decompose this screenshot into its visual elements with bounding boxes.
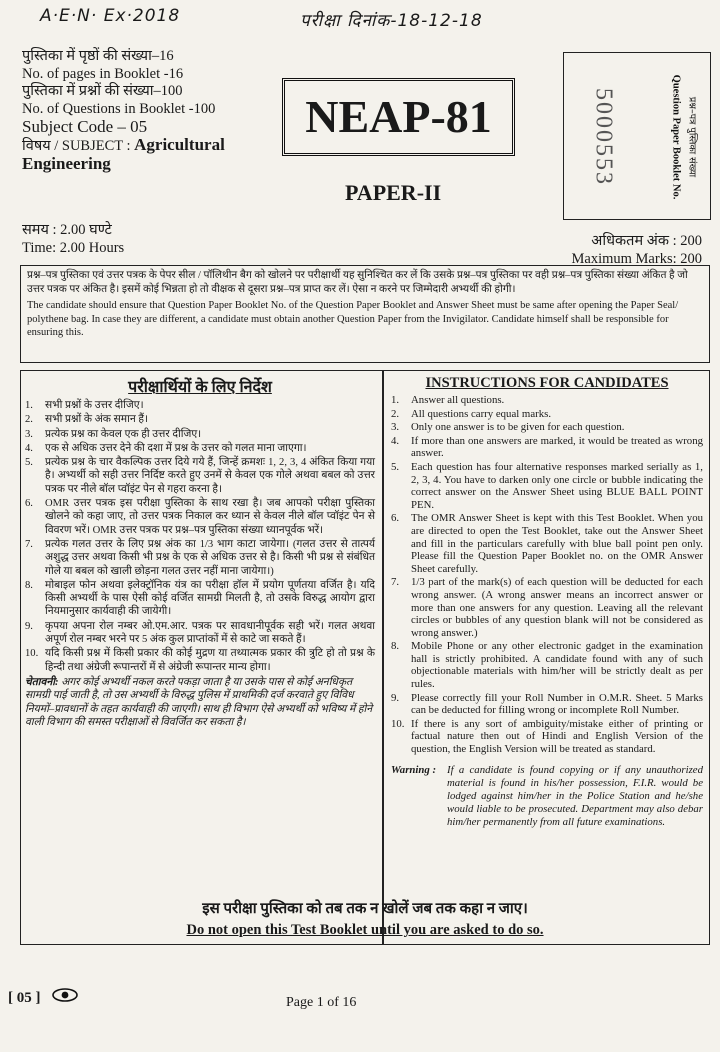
instruction-hindi-item-2 (25, 413, 375, 426)
booklet-number-box (563, 52, 711, 220)
subject-code: Subject Code – 05 (22, 117, 148, 136)
instruction-hindi-item-9 (25, 620, 375, 647)
questions-hindi: पुस्तिका में प्रश्नों की संख्या–100 (22, 83, 183, 99)
questions-english: No. of Questions in Booklet -100 (22, 100, 216, 117)
instruction-number: 6. (391, 512, 400, 525)
instruction-number: 9. (25, 620, 33, 632)
instruction-text: OMR उत्तर पत्रक इस परीक्षा पुस्तिका के साथ रखा है। जब आपको परीक्षा पुस्तिका खोलने को कहा जाए, तो उत्तर पत्रक निकाल कर ध्यान से केवल नीले बॉल प्वॉइंट पेन से विवरण भरें। OMR उत्तर पत्रक पर प्रश्न–पत्र पुस्तिका संख्या ध्यानपूर्वक भरें। (45, 498, 375, 536)
pages-english: No. of pages in Booklet -16 (22, 65, 184, 82)
instructions-english-heading: INSTRUCTIONS FOR CANDIDATES (425, 375, 669, 391)
instruction-number: 2. (391, 407, 400, 420)
pages-hindi: पुस्तिका में पृष्ठों की संख्या–16 (22, 48, 174, 64)
instruction-text: Answer all questions. (411, 394, 505, 406)
instruction-text: सभी प्रश्नों के उत्तर दीजिए। (45, 400, 144, 411)
instruction-text: प्रत्येक गलत उत्तर के लिए प्रश्न अंक का 1/3 भाग काटा जायेगा। (गलत उत्तर से तात्पर्य अशुद्ध उत्तर अथवा किसी भी प्रश्न के एक से अधिक उत्तर से है। किसी भी प्रश्न से संबंधित गोले या बबल को खाली छोड़ना गलत उत्तर नहीं माना जायेगा।) (45, 538, 375, 577)
time-hindi: समय : 2.00 घण्टे (22, 222, 112, 238)
instruction-text: प्रत्येक प्रश्न का केवल एक ही उत्तर दीजिए। (45, 428, 202, 440)
instruction-text: Only one answer is to be given for each question. (411, 421, 625, 434)
instruction-number: 1. (391, 394, 400, 406)
instruction-text: प्रत्येक प्रश्न के चार वैकल्पिक उत्तर दिये गये हैं, जिन्हें क्रमशः 1, 2, 3, 4 अंकित किया गया है। अभ्यर्थी को सही उत्तर निर्दिष्ट करते हुए उनमें से केवल एक गोले अथवा बबल को उत्तर पत्रक पर नीले बॉल प्वॉइंट पेन से गहरा करना है। (45, 457, 375, 495)
subject-name-line2: Engineering (22, 154, 111, 173)
max-marks-english: Maximum Marks: 200 (571, 251, 702, 267)
instruction-text: If there is any sort of ambiguity/mistake either of printing or factual nature then out of Hindi and English Version of the question, the English Version will be treated as standard. (411, 717, 703, 756)
instruction-hindi-item-4 (25, 442, 375, 455)
instruction-number: 3. (391, 421, 400, 434)
instruction-number: 2. (25, 414, 33, 426)
instruction-hindi-item-8 (25, 579, 375, 619)
instruction-english-item-3 (391, 421, 703, 434)
booklet-check-notice (20, 265, 710, 363)
notice-english: The candidate should ensure that Question Paper Booklet No. of the Question Paper Booklet and Answer Sheet must be same after opening the Paper Seal/ polythene bag. In case they are different, a candidate must obtain another Question Paper from the Invigilator. Candidate himself shall be responsible for ensuring this. (27, 300, 679, 338)
instruction-number: 6. (25, 498, 33, 510)
paper-number: PAPER-II (345, 180, 442, 205)
subject-code-bracket: [ 05 ] (8, 990, 41, 1006)
svg-text:प्रश्न–पत्र पुस्तिका संख्या: प्रश्न–पत्र पुस्तिका संख्या (686, 96, 698, 178)
instruction-number: 4. (25, 442, 33, 454)
instruction-english-item-7 (391, 576, 703, 639)
warning-english-label: Warning : (391, 763, 437, 776)
instruction-text: All questions carry equal marks. (411, 407, 552, 420)
instructions-english-list (391, 394, 703, 756)
max-marks-hindi: अधिकतम अंक : 200 (591, 233, 702, 249)
instruction-text: Each question has four alternative responses marked serially as 1, 2, 3, 4. You have to darken only one circle or bubble indicating the correct answer on the Answer Sheet using BLUE BALL POINT PEN. (411, 460, 703, 511)
handwritten-exam-code: A·E·N· Ex·2018 (40, 6, 181, 26)
eye-icon (52, 988, 78, 1002)
instruction-number: 8. (25, 579, 33, 591)
instruction-hindi-item-5 (25, 456, 375, 496)
booklet-info (22, 48, 262, 173)
warning-english-text: If a candidate is found copying or if any unauthorized material is found in his/her possession, F.I.R. would be lodged against him/her in the Police Station and he/she would liable to be prosecuted. Department may also debar him/her permanently from all future examinations. (447, 763, 703, 828)
instruction-text: यदि किसी प्रश्न में किसी प्रकार की कोई मुद्रण या तथ्यात्मक प्रकार की त्रुटि हो तो प्रश्न के हिन्दी तथा अंग्रेजी रूपान्तरों में से अंग्रेजी रूपान्तर मान्य होगा। (45, 648, 375, 673)
instruction-text: कृपया अपना रोल नम्बर ओ.एम.आर. पत्रक पर सावधानीपूर्वक सही भरें। गलत अथवा अपूर्ण रोल नम्बर भरने पर 5 अंक कुल प्राप्तांकों में से काटे जा सकते हैं। (45, 620, 375, 646)
instruction-text: सभी प्रश्नों के अंक समान हैं। (45, 414, 148, 426)
booklet-number-label (664, 59, 704, 215)
exam-duration (22, 221, 124, 257)
instructions-english (391, 375, 703, 829)
instructions-hindi (25, 375, 375, 729)
notice-hindi: प्रश्न–पत्र पुस्तिका एवं उत्तर पत्रक के पेपर सील / पॉलिथीन बैग को खोलने पर परीक्षार्थी यह सुनिश्चित कर लें कि उसके प्रश्न–पत्र पुस्तिका पर वही प्रश्न–पत्र पुस्तिका संख्या अंकित है जो उत्तर पत्रक पर अंकित है। इसमें कोई भिन्नता हो तो वीक्षक से दूसरा प्रश्न–पत्र प्राप्त कर लें। ऐसा न करने पर जिम्मेदारी अभ्यर्थी की होगी। (27, 270, 688, 295)
warning-hindi-text: अगर कोई अभ्यर्थी नकल करते पकड़ा जाता है या उसके पास से कोई अनधिकृत सामग्री पाई जाती है, तो उस अभ्यर्थी के विरुद्ध पुलिस में प्राथमिकी दर्ज करवाते हुए विविध नियमों–प्रावधानों के तहत कार्यवाही की जाएगी। साथ ही विभाग ऐसे अभ्यर्थी को भविष्य में होने वाली विभाग की समस्त परीक्षाओं से विवर्जित कर सकता है। (25, 676, 373, 728)
svg-text:Question Paper Booklet No.: Question Paper Booklet No. (670, 74, 682, 200)
instruction-number: 7. (391, 576, 400, 589)
do-not-open-footer (21, 898, 709, 940)
instruction-english-item-1 (391, 394, 703, 407)
subject-label: विषय / SUBJECT : (22, 137, 135, 154)
instruction-english-item-4 (391, 435, 703, 460)
page-number: Page 1 of 16 (286, 995, 357, 1010)
instruction-hindi-item-6 (25, 497, 375, 537)
instruction-text: The OMR Answer Sheet is kept with this Test Booklet. When you are directed to open the Test Booklet, take out the Answer Sheet and fill in the particulars carefully with blue ball point pen only. Please fill the Question Paper Booklet no. on the OMR Answer Sheet carefully. (411, 512, 703, 575)
time-english: Time: 2.00 Hours (22, 240, 125, 256)
instruction-number: 5. (391, 460, 400, 473)
instruction-english-item-8 (391, 640, 703, 690)
instructions-hindi-heading: परीक्षार्थियों के लिए निर्देश (128, 379, 272, 396)
maximum-marks (572, 232, 703, 268)
footer-hindi: इस परीक्षा पुस्तिका को तब तक न खोलें जब तक कहा न जाए। (202, 901, 528, 917)
instructions-box (20, 370, 710, 945)
instruction-number: 9. (391, 691, 400, 704)
instruction-number: 8. (391, 640, 400, 653)
instruction-number: 4. (391, 434, 400, 447)
footer-english: Do not open this Test Booklet until you are asked to do so. (186, 922, 544, 938)
instruction-text: Please correctly fill your Roll Number in O.M.R. Sheet. 5 Marks can be deducted for filling wrong or incomplete Roll Number. (411, 691, 703, 717)
instruction-text: If more than one answers are marked, it would be treated as wrong answer. (411, 434, 703, 460)
instruction-english-item-10 (391, 718, 703, 756)
instruction-number: 5. (25, 457, 33, 469)
booklet-number (572, 67, 632, 207)
instruction-text: 1/3 part of the mark(s) of each question will be deducted for each wrong answer. (A wrong answer means an incorrect answer or more than one answers for any question. Leaving all the relevant circles or bubbles of any question blank will not be considered as wrong answer.) (411, 576, 703, 639)
svg-text:5000553: 5000553 (590, 88, 617, 186)
instruction-english-item-5 (391, 461, 703, 511)
instruction-text: Mobile Phone or any other electronic gadget in the examination hall is strictly prohibited. A candidate found with any of such objectionable materials with him/her will be strictly dealt as per rules. (411, 640, 703, 691)
instruction-english-item-9 (391, 692, 703, 717)
instruction-hindi-item-3 (25, 428, 375, 441)
instruction-text: मोबाइल फोन अथवा इलेक्ट्रॉनिक यंत्र का परीक्षा हॉल में प्रयोग पूर्णतया वर्जित है। यदि किसी अभ्यर्थी के पास ऐसी कोई वर्जित सामग्री मिलती है, तो उसके विरुद्ध आयोग द्वारा नियमानुसार कार्यवाही की जायेगी। (45, 579, 375, 618)
instruction-number: 10. (25, 648, 39, 660)
warning-english (391, 764, 703, 829)
instruction-number: 7. (25, 538, 33, 550)
paper-title: NEAP-81 (282, 78, 515, 156)
instruction-number: 3. (25, 428, 33, 440)
instruction-number: 10. (391, 717, 405, 730)
warning-hindi-label: चेतावनी: (25, 676, 59, 688)
instruction-english-item-2 (391, 408, 703, 421)
instruction-hindi-item-7 (25, 538, 375, 578)
instruction-english-item-6 (391, 512, 703, 575)
instruction-hindi-item-10 (25, 647, 375, 674)
warning-hindi (25, 676, 375, 729)
instructions-hindi-list (25, 399, 375, 674)
instruction-number: 1. (25, 400, 33, 411)
instruction-hindi-item-1 (25, 399, 375, 412)
handwritten-exam-date: परीक्षा दिनांक-18-12-18 (300, 11, 483, 31)
column-divider (382, 371, 384, 944)
instruction-text: एक से अधिक उत्तर देने की दशा में प्रश्न के उत्तर को गलत माना जाएगा। (45, 442, 307, 454)
subject-name-line1: Agricultural (134, 134, 225, 154)
